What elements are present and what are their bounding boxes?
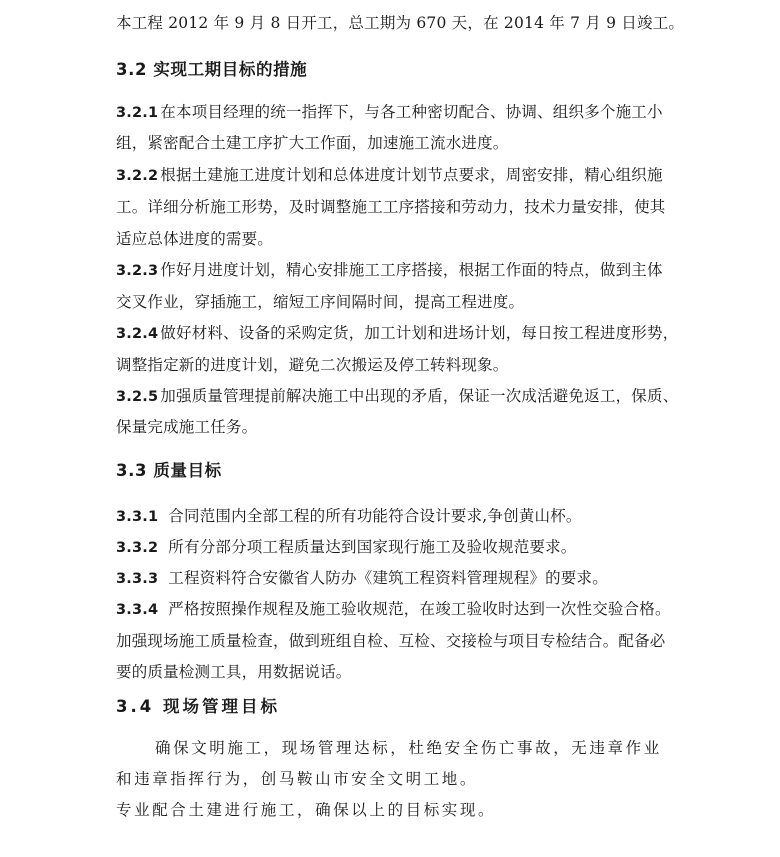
item-3-2-2-line-2: 工。详细分析施工形势，及时调整施工工序搭接和劳动力，技术力量安排，使其 (116, 198, 666, 216)
item-3-3-2-number: 3.3.2 (116, 540, 159, 556)
item-3-2-1-number: 3.2.1 (116, 105, 159, 121)
item-3-2-2-number: 3.2.2 (116, 168, 159, 184)
item-3-3-3-text: 工程资料符合安徽省人防办《建筑工程资料管理规程》的要求。 (168, 569, 608, 587)
item-3-3-4-number: 3.3.4 (116, 602, 159, 618)
item-3-2-3-text: 作好月进度计划，精心安排施工工序搭接，根据工作面的特点，做到主体 (160, 261, 663, 279)
item-3-2-5-line-2: 保量完成施工任务。 (116, 418, 258, 436)
item-3-2-1-line-2: 组，紧密配合土建工序扩大工作面，加速施工流水进度。 (116, 134, 509, 152)
item-3-3-3-number: 3.3.3 (116, 571, 159, 587)
section-3-4-line-2: 和违章指挥行为，创马鞍山市安全文明工地。 (116, 770, 479, 788)
item-3-2-2-line-3: 适应总体进度的需要。 (116, 230, 274, 248)
intro-line: 本工程 2012 年 9 月 8 日开工，总工期为 670 天，在 2014 年 7 月 9 日竣工。 (116, 14, 685, 32)
item-3-3-2-text: 所有分部分项工程质量达到国家现行施工及验收规范要求。 (168, 538, 577, 556)
item-3-2-4-line-2: 调整指定新的进度计划，避免二次搬运及停工转料现象。 (116, 356, 509, 374)
section-3-2-heading: 3.2 实现工期目标的措施 (116, 60, 308, 79)
item-3-2-2-line-1 (116, 165, 663, 186)
item-3-3-1-text: 合同范围内全部工程的所有功能符合设计要求,争创黄山杯。 (168, 507, 582, 525)
item-3-2-4-text: 做好材料、设备的采购定货，加工计划和进场计划，每日按工程进度形势， (160, 324, 679, 342)
item-3-2-3-number: 3.2.3 (116, 263, 159, 279)
item-3-3-4-text: 严格按照操作规程及施工验收规范，在竣工验收时达到一次性交验合格。 (168, 600, 671, 618)
section-3-3-heading: 3.3 质量目标 (116, 461, 222, 480)
item-3-2-3-line-2: 交叉作业，穿插施工，缩短工序间隔时间，提高工程进度。 (116, 293, 525, 311)
item-3-2-3-line-1 (116, 260, 663, 281)
item-3-2-2-text: 根据土建施工进度计划和总体进度计划节点要求，周密安排，精心组织施 (160, 166, 663, 184)
item-3-3-2-line-1 (116, 537, 577, 558)
item-3-3-3-line-1 (116, 568, 608, 589)
item-3-3-4-line-1 (116, 599, 671, 620)
item-3-2-1-line-1 (116, 102, 663, 123)
item-3-2-5-text: 加强质量管理提前解决施工中出现的矛盾，保证一次成活避免返工，保质、 (160, 387, 679, 405)
item-3-2-4-number: 3.2.4 (116, 326, 159, 342)
item-3-2-5-line-1 (116, 386, 678, 407)
item-3-2-1-text: 在本项目经理的统一指挥下，与各工种密切配合、协调、组织多个施工小 (160, 103, 663, 121)
item-3-3-1-line-1 (116, 506, 582, 527)
item-3-3-4-line-3: 要的质量检测工具，用数据说话。 (116, 663, 352, 681)
section-3-4-heading: 3.4 现场管理目标 (116, 697, 280, 716)
section-3-4-line-1: 确保文明施工，现场管理达标，杜绝安全伤亡事故，无违章作业 (155, 739, 662, 757)
item-3-3-1-number: 3.3.1 (116, 509, 159, 525)
item-3-2-5-number: 3.2.5 (116, 389, 159, 405)
section-3-4-line-3: 专业配合土建进行施工，确保以上的目标实现。 (116, 801, 497, 819)
item-3-2-4-line-1 (116, 323, 678, 344)
item-3-3-4-line-2: 加强现场施工质量检查，做到班组自检、互检、交接检与项目专检结合。配备必 (116, 632, 666, 650)
